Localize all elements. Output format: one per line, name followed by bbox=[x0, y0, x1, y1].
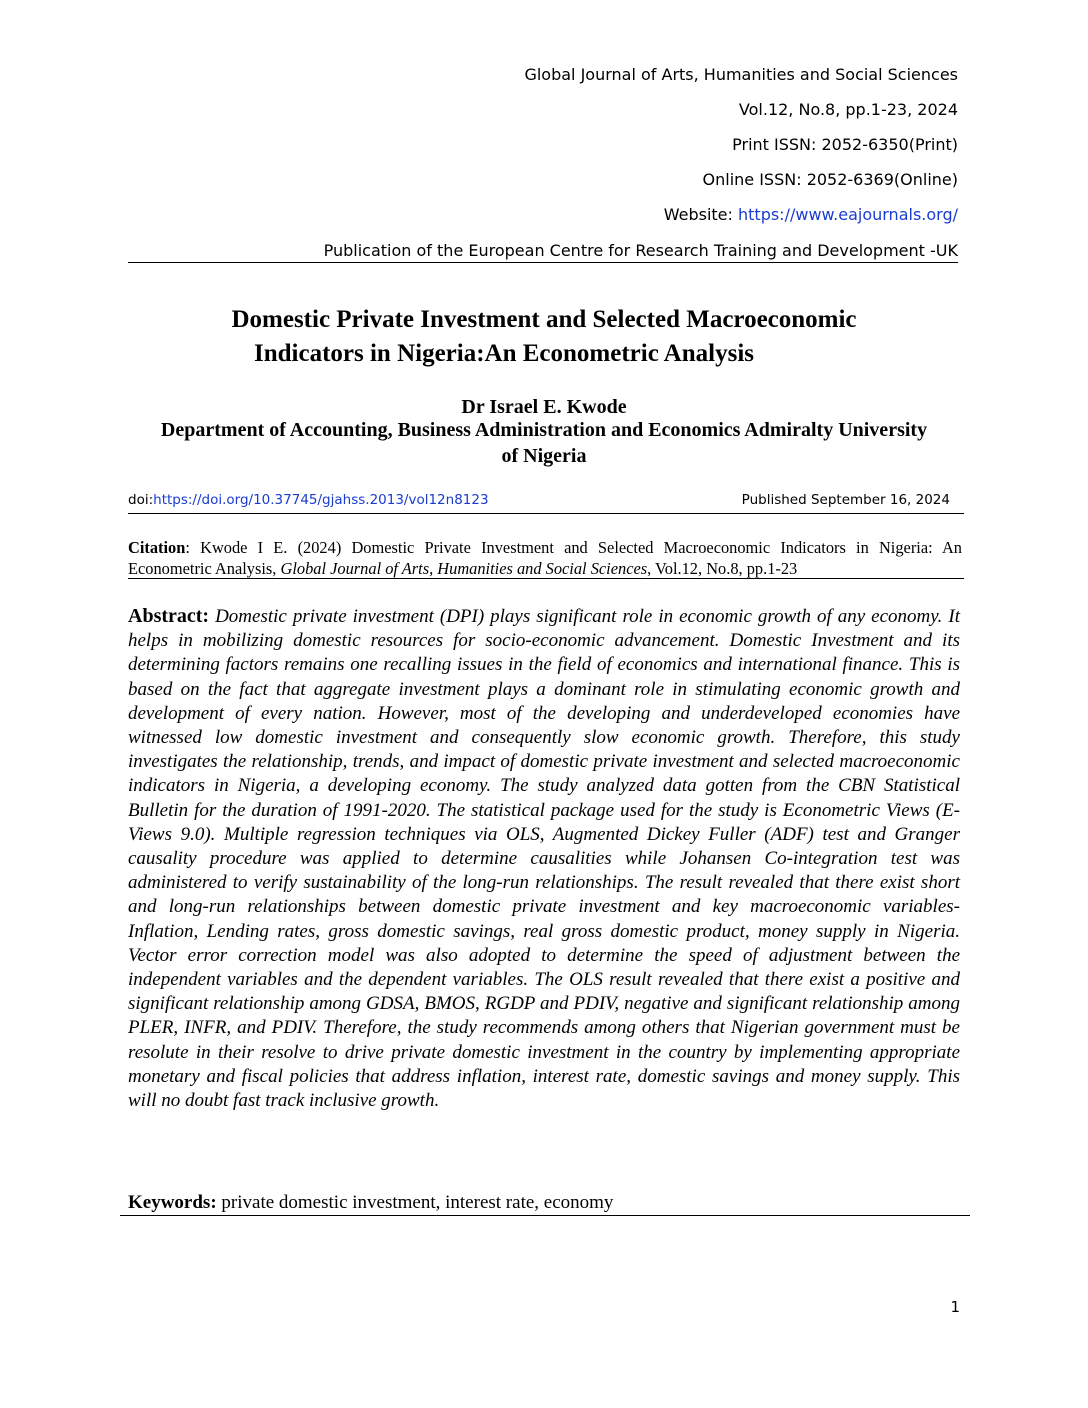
citation-rule bbox=[128, 578, 964, 579]
keywords-rule bbox=[120, 1215, 970, 1216]
journal-name: Global Journal of Arts, Humanities and Social Sciences bbox=[524, 65, 958, 84]
affiliation-line-1: Department of Accounting, Business Administration and Economics Admiralty University bbox=[160, 419, 928, 441]
website-link[interactable]: https://www.eajournals.org/ bbox=[738, 205, 958, 224]
paper-title bbox=[128, 303, 960, 371]
author-name: Dr Israel E. Kwode bbox=[461, 396, 627, 418]
volume-info: Vol.12, No.8, pp.1-23, 2024 bbox=[738, 100, 958, 119]
citation-journal: Global Journal of Arts, Humanities and Social Sciences bbox=[280, 559, 648, 578]
citation-text-b: , Vol.12, No.8, pp.1-23 bbox=[647, 559, 798, 578]
doi-rule bbox=[128, 513, 964, 514]
affiliation bbox=[120, 417, 968, 469]
publisher-line: Publication of the European Centre for Research Training and Development -UK bbox=[323, 241, 958, 260]
keywords bbox=[128, 1192, 613, 1214]
keywords-label: Keywords: bbox=[128, 1192, 217, 1213]
online-issn: Online ISSN: 2052-6369(Online) bbox=[702, 170, 958, 189]
citation-label: Citation bbox=[128, 538, 186, 557]
affiliation-line-2: of Nigeria bbox=[501, 445, 587, 467]
header-rule bbox=[128, 262, 958, 263]
print-issn: Print ISSN: 2052-6350(Print) bbox=[732, 135, 958, 154]
title-line-2: Indicators in Nigeria:An Econometric Analysis bbox=[254, 340, 754, 367]
title-line-1: Domestic Private Investment and Selected Macroeconomic bbox=[231, 306, 857, 333]
website-label: Website: bbox=[663, 205, 738, 224]
website-line bbox=[664, 205, 958, 224]
page-number: 1 bbox=[950, 1298, 960, 1316]
doi-label: doi: bbox=[128, 492, 154, 508]
abstract-label: Abstract: bbox=[128, 605, 210, 627]
abstract-text: Domestic private investment (DPI) plays significant role in economic growth of any economy. It helps in mobilizing domestic resources for socio-economic advancement. Domestic Investment and its determining factors remains one recalling issues in the field of economics and international finance. This is based on the fact that aggregate investment plays a dominant role in stimulating economic growth and development of every nation. However, most of the developing and underdeveloped economies have witnessed low domestic investment and consequently slow economic growth. Therefore, this study investigates the relationship, trends, and impact of domestic private investment and selected macroeconomic indicators in Nigeria, a developing economy. The study analyzed data gotten from the CBN Statistical Bulletin for the duration of 1991-2020. The statistical package used for the study is Econometric Views (E-Views 9.0). Multiple regression techniques via OLS, Augmented Dickey Fuller (ADF) test and Granger causality procedure was applied to determine causalities while Johansen Co-integration test was administered to verify sustainability of the long-run relationships. The result revealed that there exist short and long-run relationships between domestic private investment and key macroeconomic variables- Inflation, Lending rates, gross domestic savings, real gross domestic product, money supply in Nigeria. Vector error correction model was also adopted to determine the speed of adjustment between the independent variables and the dependent variables. The OLS result revealed that there exist a positive and significant relationship among GDSA, BMOS, RGDP and PDIV, negative and significant relationship among PLER, INFR, and PDIV. Therefore, the study recommends among others that Nigerian government must be resolute in their resolve to drive private domestic investment in the country by implementing appropriate monetary and fiscal policies that address inflation, interest rate, domestic savings and money supply. This will no doubt fast track inclusive growth. bbox=[128, 606, 960, 1112]
keywords-text: private domestic investment, interest rate, economy bbox=[216, 1192, 614, 1213]
doi-link[interactable]: https://doi.org/10.37745/gjahss.2013/vol12n8123 bbox=[153, 492, 489, 508]
citation bbox=[128, 537, 962, 579]
citation-text-a: : Kwode I E. (2024) Domestic Private Investment and Selected Macroeconomic Indicators in Nigeria: An Econometric Analysis, bbox=[128, 538, 962, 578]
doi-line bbox=[128, 492, 489, 508]
abstract bbox=[128, 604, 960, 1113]
published-date: Published September 16, 2024 bbox=[741, 492, 950, 508]
